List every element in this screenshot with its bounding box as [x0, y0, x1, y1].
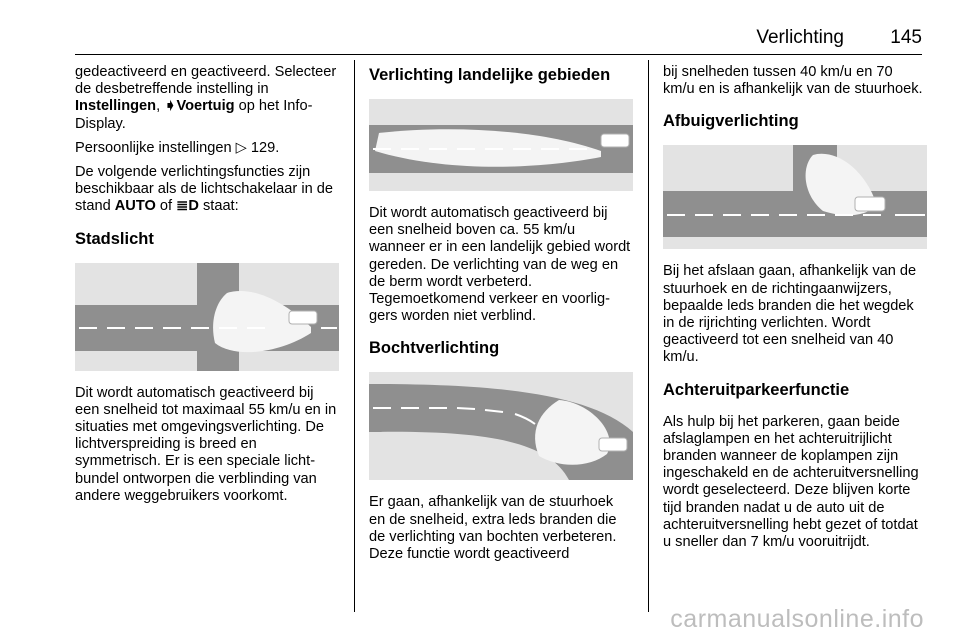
paragraph: bij snelheden tussen 40 km/u en 70 km/u en is afhankelijk van de stuurhoek.	[663, 64, 923, 98]
paragraph: Dit wordt automatisch geactiveerd bij een snelheid tot maximaal 55 km/u en in situaties met omgevingsverlichting. De lichtverspreiding is breed en symmetrisch. Er is een speciale lichtbundel ontworpen die verblinding van andere weggebruikers voorkomt.	[75, 384, 337, 504]
column-divider	[648, 60, 649, 612]
column-divider	[354, 60, 355, 612]
heading-stadslicht: Stadslicht	[75, 229, 154, 248]
paragraph: Persoonlijke instellingen ▷ 129.	[75, 139, 280, 156]
watermark: carmanualsonline.info	[670, 605, 924, 633]
page-number: 145	[890, 27, 922, 48]
paragraph: De volgende verlichtingsfuncties zijn beschikbaar als de lichtschakelaar in de stand AUTO of ≣D staat:	[75, 164, 333, 215]
paragraph: Bij het afslaan gaan, afhankelijk van de stuurhoek en de richtingaanwijzers, bepaalde leds branden die het wegdek in de rijrichting verlichten. Wordt geactiveerd tot een snelheid van 40 km/u.	[663, 263, 917, 366]
illustration-afbuigverlichting	[663, 145, 927, 249]
page-reference-icon: ▷	[235, 139, 247, 156]
illustration-landelijk	[369, 99, 633, 191]
heading-afbuigverlichting: Afbuigverlichting	[663, 112, 799, 131]
paragraph: gedeactiveerd en geactiveerd. Selecteer de desbetreffende instelling in Instellingen, ➧Voertuig op het Info-Display.	[75, 64, 337, 132]
paragraph: Dit wordt automatisch geactiveerd bij een snelheid boven ca. 55 km/u wanneer er in een landelijk gebied wordt gereden. De verlichting van de weg en de berm wordt verbeterd. Tegemoetkomend verkeer en voorliggers worden niet verblind.	[369, 205, 631, 325]
column-1	[75, 64, 339, 512]
column-2	[369, 64, 633, 570]
illustration-stadslicht	[75, 263, 339, 371]
menu-path-instellingen: Instellingen	[75, 98, 157, 115]
illustration-bochtverlichting	[369, 372, 633, 480]
chapter-title: Verlichting	[756, 27, 844, 48]
arrow-right-icon: ➧	[164, 98, 177, 115]
page-header	[60, 27, 922, 53]
header-rule	[75, 54, 922, 55]
column-3	[663, 64, 927, 558]
menu-path-voertuig: Voertuig	[176, 98, 235, 115]
heading-achteruitparkeerfunctie: Achteruitparkeerfunctie	[663, 380, 850, 399]
heading-bochtverlichting: Bochtverlichting	[369, 339, 500, 358]
heading-landelijk: Verlichting landelijke gebieden	[369, 66, 611, 84]
paragraph: Er gaan, afhankelijk van de stuurhoek en de snelheid, extra leds branden die de verlichting van bochten verbeteren. Deze functie wordt geactiveerd	[369, 494, 617, 563]
paragraph: Als hulp bij het parkeren, gaan beide afslaglampen en het achteruitrijlicht branden wanneer de koplampen zijn ingeschakeld en de achteruitversnelling wordt geselecteerd. Deze blijven korte tijd branden nadat u de auto uit de achteruitversnelling hebt gezet of totdat u sneller dan 7 km/u vooruitrijdt.	[663, 413, 919, 551]
headlight-auto-icon: ≣D	[176, 198, 199, 215]
